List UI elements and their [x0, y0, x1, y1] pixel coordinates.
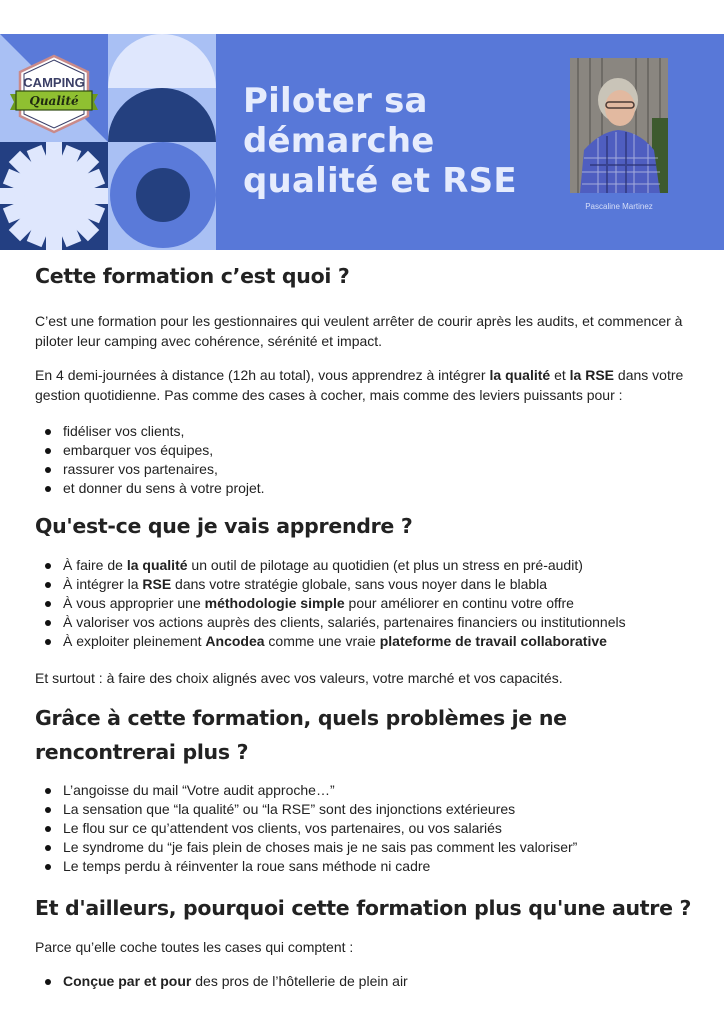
text-span: En 4 demi-journées à distance (12h au total), vous apprendrez à intégrer: [35, 367, 490, 383]
list-item: Le flou sur ce qu’attendent vos clients, vos partenaires, ou vos salariés: [35, 819, 700, 838]
text-span: À vous approprier une: [63, 595, 205, 611]
title-line-3: qualité et RSE: [243, 161, 517, 201]
bold-span: la RSE: [569, 367, 615, 383]
text-span: des pros de l’hôtellerie de plein air: [191, 973, 408, 989]
list-item: [35, 972, 700, 991]
list-item: [35, 632, 700, 651]
text-span: un outil de pilotage au quotidien (et plus un stress en pré-audit): [187, 557, 583, 573]
text-span: À faire de: [63, 557, 127, 573]
summary-paragraph: Et surtout : à faire des choix alignés avec vos valeurs, votre marché et vos capacités.: [35, 670, 563, 686]
section-learn: [35, 512, 700, 688]
logo-tile: [0, 34, 108, 142]
benefits-list: [35, 422, 700, 498]
bold-span: Conçue par et pour: [63, 973, 192, 989]
list-item: [35, 613, 700, 632]
logo-text-camping: CAMPING: [23, 75, 85, 90]
photo-caption: Pascaline Martinez: [585, 202, 653, 211]
heading-why: Et d'ailleurs, pourquoi cette formation plus qu'une autre ?: [35, 896, 692, 920]
heading-problems: Grâce à cette formation, quels problèmes je ne rencontrerai plus ?: [35, 706, 567, 764]
format-paragraph: [35, 365, 700, 405]
list-item: Le syndrome du “je fais plein de choses mais je ne sais pas comment les valoriser”: [35, 838, 700, 857]
why-intro: Parce qu’elle coche toutes les cases qui comptent :: [35, 939, 354, 955]
section-problems: [35, 701, 700, 876]
page-title: [243, 81, 517, 201]
asterisk-shape: [0, 142, 108, 250]
list-item: fidéliser vos clients,: [35, 422, 700, 441]
title-line-2: démarche: [243, 121, 435, 161]
text-span: comme une vraie: [264, 633, 380, 649]
camping-qualite-logo: [8, 54, 100, 134]
list-item: [35, 556, 700, 575]
bold-span: RSE: [142, 576, 172, 592]
section-what: [35, 262, 700, 498]
problems-list: [35, 781, 700, 876]
text-span: pour améliorer en continu votre offre: [344, 595, 574, 611]
text-span: dans votre gestion quotidienne. Pas comme des cases à cocher, mais comme des leviers puissants pour :: [35, 367, 684, 403]
text-span: À valoriser vos actions auprès des clients, salariés, partenaires financiers ou institutionnels: [63, 614, 626, 630]
star-tile: [0, 142, 108, 250]
bold-span: méthodologie simple: [204, 595, 345, 611]
text-span: À intégrer la: [63, 576, 143, 592]
navy-dome-shape: [108, 88, 216, 142]
ring-tile: [108, 142, 216, 250]
list-item: Le temps perdu à réinventer la roue sans méthode ni cadre: [35, 857, 700, 876]
logo-text-qualite: Qualité: [29, 94, 79, 108]
heading-learn: Qu'est-ce que je vais apprendre ?: [35, 514, 413, 538]
header-banner: [0, 34, 724, 250]
list-item: embarquer vos équipes,: [35, 441, 700, 460]
bold-span: la qualité: [126, 557, 188, 573]
section-why: [35, 894, 700, 991]
list-item: [35, 575, 700, 594]
list-item: L’angoisse du mail “Votre audit approche…”: [35, 781, 700, 800]
why-list: [35, 972, 700, 991]
portrait-image: [570, 58, 668, 193]
light-dome-tile: [108, 34, 216, 88]
learn-list: [35, 556, 700, 651]
title-line-1: Piloter sa: [243, 81, 428, 121]
text-span: À exploiter pleinement: [63, 633, 206, 649]
bold-span: plateforme de travail collaborative: [379, 633, 607, 649]
list-item: rassurer vos partenaires,: [35, 460, 700, 479]
bold-span: la qualité: [489, 367, 551, 383]
navy-dome-tile: [108, 88, 216, 142]
list-item: La sensation que “la qualité” ou “la RSE” sont des injonctions extérieures: [35, 800, 700, 819]
text-span: dans votre stratégie globale, sans vous noyer dans le blabla: [171, 576, 548, 592]
list-item: [35, 594, 700, 613]
light-dome-shape: [108, 34, 216, 88]
intro-paragraph: C’est une formation pour les gestionnaires qui veulent arrêter de courir après les audits, et commencer à piloter leur camping avec cohérence, sérénité et impact.: [35, 313, 683, 349]
trainer-photo: [570, 58, 668, 193]
list-item: et donner du sens à votre projet.: [35, 479, 700, 498]
main-content: [35, 262, 700, 991]
ring-inner-shape: [136, 168, 190, 222]
bold-span: Ancodea: [205, 633, 265, 649]
heading-what: Cette formation c’est quoi ?: [35, 264, 350, 288]
text-span: et: [550, 367, 570, 383]
